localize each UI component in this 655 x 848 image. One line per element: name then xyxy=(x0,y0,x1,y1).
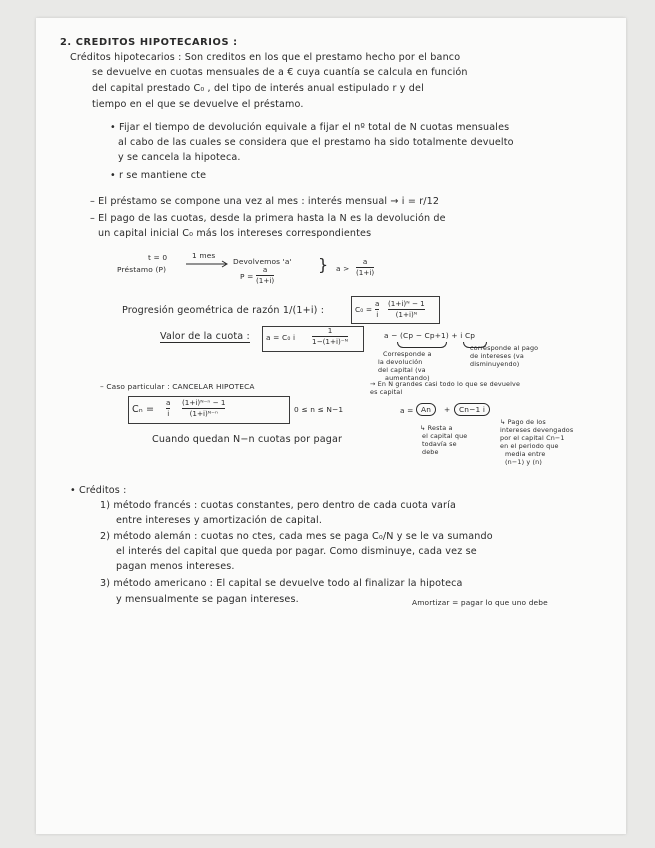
sub-bullet-line-3: y se cancela la hipoteca. xyxy=(118,152,241,163)
caso-quedan: Cuando quedan N−n cuotas por pagar xyxy=(152,434,343,445)
cuota-note-right-2: de intereses (va xyxy=(470,352,524,360)
resta-note-2: el capital que xyxy=(422,432,468,440)
timeline-p-fraction: a (1+i) xyxy=(256,265,275,285)
timeline-gt: a > xyxy=(336,264,350,273)
arrow-icon xyxy=(186,260,230,268)
pago-note-4: en el periodo que xyxy=(500,442,559,450)
pago-note-6: (n−1) y (n) xyxy=(505,458,542,466)
resta-note-1: ↳ Resta a xyxy=(420,424,453,432)
cuota-note-left-4: aumentando) xyxy=(385,374,430,382)
payment-line-2: un capital inicial C₀ más los intereses correspondientes xyxy=(98,228,372,239)
caso-fraction-1: a i xyxy=(166,398,171,418)
sub-bullet-line-1: • Fijar el tiempo de devolución equivale a fijar el nº total de N cuotas mensuales xyxy=(110,122,510,133)
cuota-fraction: 1 1−(1+i)⁻ᴺ xyxy=(312,326,348,346)
brace-left-icon xyxy=(397,342,447,348)
pago-note-2: intereses devengados xyxy=(500,426,574,434)
section-title-text: 2. CREDITOS HIPOTECARIOS : xyxy=(60,37,238,48)
metodo-americano-line-2: y mensualmente se pagan intereses. xyxy=(116,594,299,605)
caso-range: 0 ≤ n ≤ N−1 xyxy=(294,405,344,414)
resta-note-4: debe xyxy=(422,448,439,456)
cuota-note-left-2: la devolución xyxy=(378,358,423,366)
caso-note-1: → En N grandes casi todo lo que se devuelve xyxy=(370,380,521,388)
intro-line-1: Créditos hipotecarios : Son creditos en los que el prestamo hecho por el banco xyxy=(70,52,461,63)
metodo-aleman-line-3: pagan menos intereses. xyxy=(116,561,235,572)
metodo-aleman-line-2: el interés del capital que queda por pagar. Como disminuye, cada vez se xyxy=(116,546,477,557)
caso-plus: + xyxy=(444,405,451,414)
caso-cn1-circled: Cn−1 i xyxy=(454,403,490,416)
progression-fraction-1: a i xyxy=(375,299,380,319)
progression-label: Progresión geométrica de razón 1/(1+i) : xyxy=(122,305,325,316)
intro-line-2: se devuelve en cuotas mensuales de a € cuya cuantía se calcula en función xyxy=(92,67,468,78)
resta-note-3: todavía se xyxy=(422,440,457,448)
intro-line-4: tiempo en el que se devuelve el préstamo. xyxy=(92,99,304,110)
cuota-note-right-3: disminuyendo) xyxy=(470,360,520,368)
pago-note-1: ↳ Pago de los xyxy=(500,418,546,426)
compound-line: – El préstamo se compone una vez al mes : interés mensual → i = r/12 xyxy=(90,196,440,207)
cuota-decomposition: a − (Cp − Cp+1) + i Cp xyxy=(384,331,476,340)
cuota-note-left-1: Corresponde a xyxy=(383,350,432,358)
caso-cn: Cₙ = xyxy=(132,404,155,415)
payment-line-1: – El pago de las cuotas, desde la primera hasta la N es la devolución de xyxy=(90,213,446,224)
timeline-t0: t = 0 xyxy=(148,253,168,262)
cuota-formula: a = C₀ i xyxy=(266,333,296,342)
progression-fraction-2: (1+i)ᴺ − 1 (1+i)ᴺ xyxy=(388,299,425,319)
progression-c0: C₀ = xyxy=(355,305,373,314)
timeline-p-label: P = xyxy=(240,272,254,281)
timeline-prestamo: Préstamo (P) xyxy=(117,265,167,274)
creditos-heading: • Créditos : xyxy=(70,485,127,496)
pago-note-5: media entre xyxy=(505,450,546,458)
caso-label: – Caso particular : CANCELAR HIPOTECA xyxy=(100,382,255,391)
amortizar-note: Amortizar = pagar lo que uno debe xyxy=(412,598,548,607)
cuota-note-right-1: corresponde al pago xyxy=(470,344,539,352)
metodo-frances-line-2: entre intereses y amortización de capital. xyxy=(116,515,323,526)
timeline-devolvemos: Devolvemos 'a' xyxy=(233,257,292,266)
caso-a-eq: a = xyxy=(400,406,414,415)
caso-an-circled: An xyxy=(416,403,436,416)
sub-bullet-r: • r se mantiene cte xyxy=(110,170,207,181)
timeline-one-month: 1 mes xyxy=(192,251,216,260)
sub-bullet-line-2: al cabo de las cuales se considera que el prestamo ha sido totalmente devuelto xyxy=(118,137,514,148)
metodo-frances-line-1: 1) método francés : cuotas constantes, pero dentro de cada cuota varía xyxy=(100,500,456,511)
curly-brace-icon: } xyxy=(318,255,329,274)
metodo-americano-line-1: 3) método americano : El capital se devuelve todo al finalizar la hipoteca xyxy=(100,578,463,589)
intro-line-3: del capital prestado C₀ , del tipo de interés anual estipulado r y del xyxy=(92,83,424,94)
caso-note-2: es capital xyxy=(370,388,403,396)
metodo-aleman-line-1: 2) método alemán : cuotas no ctes, cada mes se paga C₀/N y se le va sumando xyxy=(100,531,493,542)
timeline-gt-fraction: a (1+i) xyxy=(356,257,375,277)
pago-note-3: por el capital Cn−1 xyxy=(500,434,565,442)
cuota-note-left-3: del capital (va xyxy=(378,366,426,374)
caso-fraction-2: (1+i)ᴺ⁻ⁿ − 1 (1+i)ᴺ⁻ⁿ xyxy=(182,398,226,418)
cuota-label: Valor de la cuota : xyxy=(160,331,250,342)
section-title xyxy=(60,37,238,48)
